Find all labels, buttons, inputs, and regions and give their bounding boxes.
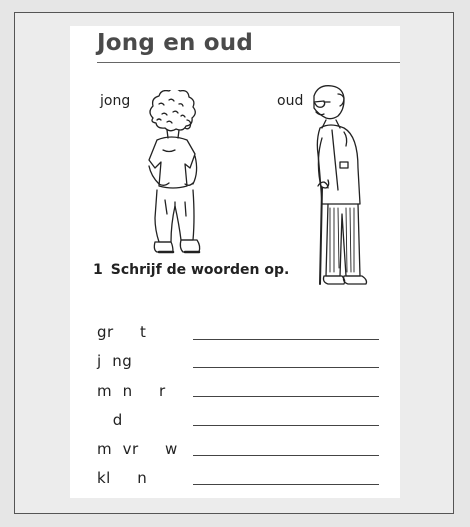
answer-line[interactable] — [193, 425, 379, 426]
word-prompt: kl n — [97, 469, 148, 487]
word-prompt: gr t — [97, 323, 147, 341]
title-divider — [97, 62, 400, 63]
answer-line[interactable] — [193, 367, 379, 368]
exercise-instruction — [93, 262, 289, 278]
word-prompt: j ng — [97, 352, 133, 370]
word-prompt: m n r — [97, 382, 166, 400]
answer-line[interactable] — [193, 339, 379, 340]
answer-line[interactable] — [193, 484, 379, 485]
label-young: jong — [100, 93, 131, 109]
word-prompt: m vr w — [97, 440, 178, 458]
answer-line[interactable] — [193, 455, 379, 456]
young-boy-illustration — [135, 90, 215, 260]
exercise-text: Schrijf de woorden op. — [110, 262, 290, 278]
label-old: oud — [277, 93, 304, 109]
page-title: Jong en oud — [97, 30, 254, 56]
word-prompt: d — [97, 411, 123, 429]
exercise-number: 1 — [93, 262, 103, 278]
answer-line[interactable] — [193, 396, 379, 397]
old-man-illustration — [300, 82, 380, 292]
